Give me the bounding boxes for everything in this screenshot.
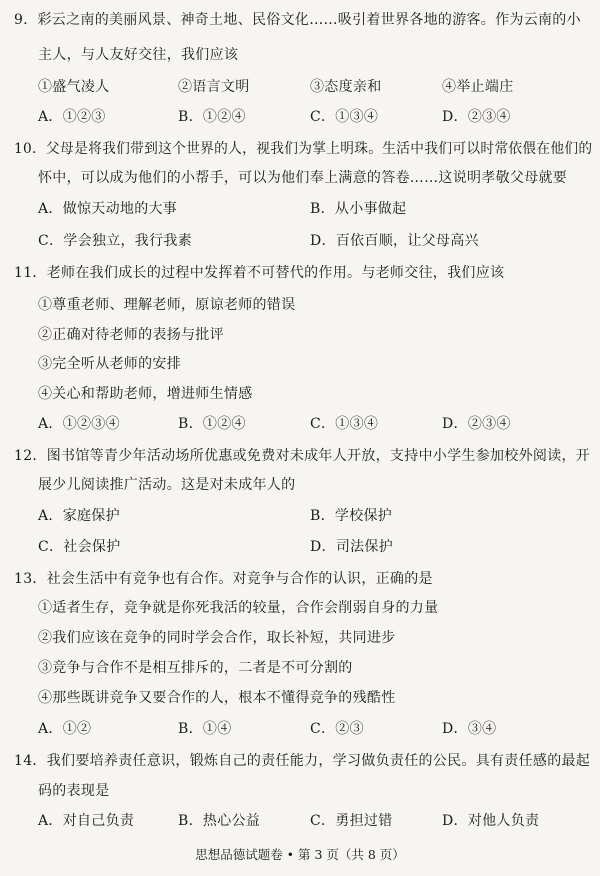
option-c: C．②③	[310, 721, 364, 737]
question-stem-line: 怀中，可以成为他们的小帮手，可以为他们奉上满意的答卷……这说明孝敬父母就要	[38, 170, 568, 186]
statement: ④举止端庄	[442, 79, 514, 95]
option-c: C．勇担过错	[310, 813, 393, 829]
page-footer: 思想品德试题卷 • 第 3 页（共 8 页）	[195, 847, 405, 862]
question-stem-line: 11．老师在我们成长的过程中发挥着不可替代的作用。与老师交往，我们应该	[14, 265, 505, 281]
question-stem-line: 13．社会生活中有竞争也有合作。对竞争与合作的认识，正确的是	[14, 571, 433, 587]
option-b: B．①②④	[178, 109, 246, 125]
statement: ③完全听从老师的安排	[38, 356, 181, 372]
option-c: C．①③④	[310, 416, 379, 432]
option-c: C．社会保护	[38, 539, 121, 555]
option-d: D．对他人负责	[442, 813, 540, 829]
option-d: D．百依百顺，让父母高兴	[310, 233, 479, 249]
statement: ①适者生存，竞争就是你死我活的较量，合作会削弱自身的力量	[38, 600, 439, 616]
option-a: A．对自己负责	[38, 813, 135, 829]
option-d: D．③④	[442, 721, 497, 737]
option-d: D．司法保护	[310, 539, 394, 555]
option-b: B．从小事做起	[310, 201, 407, 217]
question-stem-line: 主人，与人友好交往，我们应该	[38, 47, 239, 63]
option-c: C．①③④	[310, 109, 379, 125]
option-b: B．学校保护	[310, 508, 393, 524]
statement: ②正确对待老师的表扬与批评	[38, 327, 224, 343]
option-b: B．①②④	[178, 416, 246, 432]
option-a: A．①②③	[38, 109, 106, 125]
option-a: A．①②	[38, 721, 92, 737]
question-stem-line: 9．彩云之南的美丽风景、神奇土地、民俗文化……吸引着世界各地的游客。作为云南的小	[14, 12, 581, 28]
question-stem-line: 10．父母是将我们带到这个世界的人，视我们为掌上明珠。生活中我们可以时常依偎在他们的	[14, 141, 593, 157]
statement: ②我们应该在竞争的同时学会合作，取长补短，共同进步	[38, 630, 396, 646]
statement: ④关心和帮助老师，增进师生情感	[38, 386, 253, 402]
option-d: D．②③④	[442, 109, 511, 125]
option-c: C．学会独立，我行我素	[38, 233, 193, 249]
question-stem-line: 码的表现是	[38, 783, 110, 799]
option-a: A．①②③④	[38, 416, 120, 432]
statement: ④那些既讲竞争又要合作的人，根本不懂得竞争的残酷性	[38, 690, 396, 706]
question-stem-line: 展少儿阅读推广活动。这是对未成年人的	[38, 477, 296, 493]
option-d: D．②③④	[442, 416, 511, 432]
option-b: B．①④	[178, 721, 232, 737]
question-stem-line: 14．我们要培养责任意识，锻炼自己的责任能力，学习做负责任的公民。具有责任感的最起	[14, 753, 591, 769]
option-a: A．家庭保护	[38, 508, 120, 524]
statement: ①盛气凌人	[38, 79, 110, 95]
question-stem-line: 12．图书馆等青少年活动场所优惠或免费对未成年人开放，支持中小学生参加校外阅读，开	[14, 448, 591, 464]
statement: ①尊重老师、理解老师，原谅老师的错误	[38, 297, 296, 313]
option-a: A．做惊天动地的大事	[38, 201, 178, 217]
statement: ③态度亲和	[310, 79, 382, 95]
statement: ③竞争与合作不是相互排斥的，二者是不可分割的	[38, 660, 353, 676]
statement: ②语言文明	[178, 79, 250, 95]
option-b: B．热心公益	[178, 813, 261, 829]
